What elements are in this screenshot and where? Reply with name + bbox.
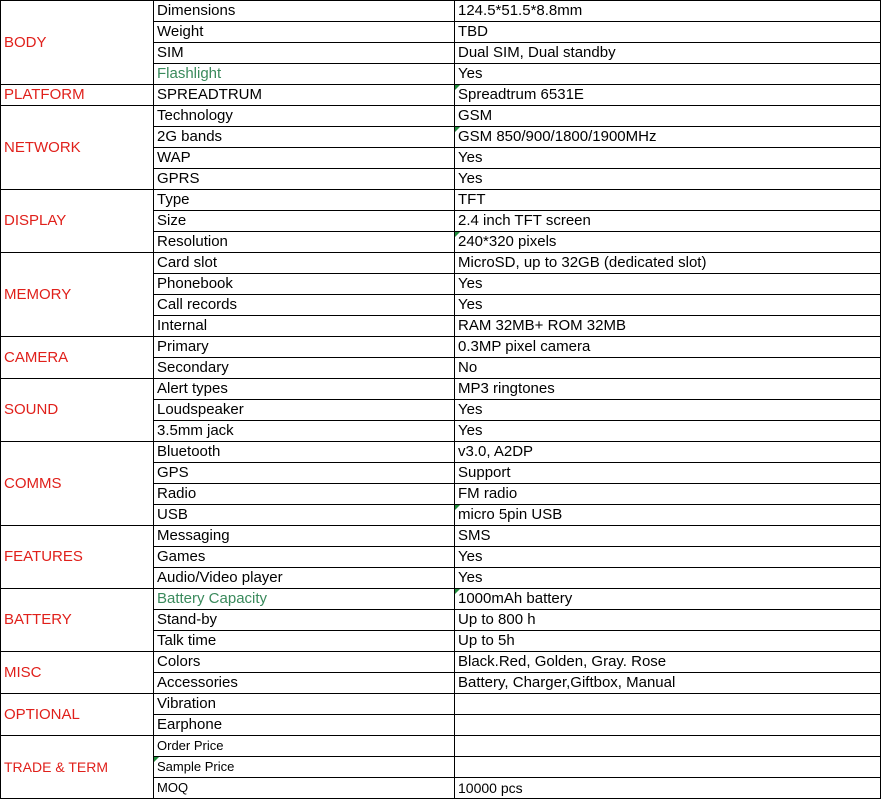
- comment-marker-icon: [455, 232, 460, 237]
- spec-field-label: [154, 442, 455, 463]
- spec-field-label: [154, 568, 455, 589]
- spec-field-label: [154, 610, 455, 631]
- spec-field-label: [154, 484, 455, 505]
- spec-value: [455, 736, 881, 757]
- spec-value: [455, 568, 881, 589]
- spec-field-label: [154, 757, 455, 778]
- spec-value: [455, 757, 881, 778]
- spec-field-text: 3.5mm jack: [157, 422, 234, 439]
- spec-field-label: [154, 274, 455, 295]
- spec-value-text: Yes: [458, 275, 483, 292]
- category-label: COMMS: [1, 442, 154, 526]
- spec-value-text: TBD: [458, 23, 488, 40]
- spec-field-text: Messaging: [157, 527, 230, 544]
- spec-field-text: Alert types: [157, 380, 228, 397]
- spec-value: [455, 211, 881, 232]
- spec-field-text: WAP: [157, 149, 191, 166]
- spec-value: [455, 505, 881, 526]
- comment-marker-icon: [455, 589, 460, 594]
- spec-field-text: Radio: [157, 485, 197, 502]
- spec-field-label: [154, 715, 455, 736]
- spec-field-text: Primary: [157, 338, 209, 355]
- spec-field-label: [154, 778, 455, 799]
- spec-field-label: [154, 43, 455, 64]
- spec-value: [455, 652, 881, 673]
- spec-value-text: Up to 5h: [458, 632, 515, 649]
- spec-value: [455, 295, 881, 316]
- spec-value-text: No: [458, 359, 478, 376]
- spec-value-text: Dual SIM, Dual standby: [458, 44, 616, 61]
- spec-value-text: Yes: [458, 422, 483, 439]
- category-label: SOUND: [1, 379, 154, 442]
- category-label: BATTERY: [1, 589, 154, 652]
- spec-value-text: TFT: [458, 191, 486, 208]
- spec-value: [455, 22, 881, 43]
- spec-field-label: [154, 316, 455, 337]
- spec-value-text: Yes: [458, 65, 483, 82]
- spec-field-text: Call records: [157, 296, 238, 313]
- spec-field-label: [154, 547, 455, 568]
- spec-value: [455, 715, 881, 736]
- spec-field-label: [154, 736, 455, 757]
- category-label: OPTIONAL: [1, 694, 154, 736]
- spec-field-text: Stand-by: [157, 611, 218, 628]
- spec-value-text: MicroSD, up to 32GB (dedicated slot): [458, 254, 707, 271]
- spec-value: [455, 778, 881, 799]
- spec-value-text: Yes: [458, 548, 483, 565]
- spec-value: [455, 631, 881, 652]
- spec-field-text: Battery Capacity: [157, 590, 268, 607]
- spec-field-label: [154, 526, 455, 547]
- spec-field-label: [154, 379, 455, 400]
- spec-field-text: 2G bands: [157, 128, 223, 145]
- spec-value-text: Black.Red, Golden, Gray. Rose: [458, 653, 667, 670]
- spec-value: [455, 379, 881, 400]
- spec-value-text: Yes: [458, 569, 483, 586]
- spec-value-text: MP3 ringtones: [458, 380, 555, 397]
- spec-field-label: [154, 505, 455, 526]
- spec-value: [455, 463, 881, 484]
- spec-value: [455, 127, 881, 148]
- spec-field-text: Earphone: [157, 716, 223, 733]
- spec-field-text: Loudspeaker: [157, 401, 244, 418]
- spec-field-text: GPS: [157, 464, 189, 481]
- spec-field-text: Size: [157, 212, 187, 229]
- spec-field-label: [154, 253, 455, 274]
- spec-field-label: [154, 106, 455, 127]
- spec-row: [1, 694, 881, 715]
- spec-field-label: [154, 421, 455, 442]
- spec-row: [1, 1, 881, 22]
- spec-field-text: SPREADTRUM: [157, 86, 263, 103]
- spec-row: [1, 736, 881, 757]
- spec-value-text: GSM 850/900/1800/1900MHz: [458, 128, 657, 145]
- category-label: BODY: [1, 1, 154, 85]
- spec-field-label: [154, 190, 455, 211]
- category-label: TRADE & TERM: [1, 736, 154, 799]
- spec-field-label: [154, 232, 455, 253]
- spec-value: [455, 484, 881, 505]
- spec-field-label: [154, 1, 455, 22]
- spec-field-text: Secondary: [157, 359, 229, 376]
- spec-row: [1, 526, 881, 547]
- spec-value-text: v3.0, A2DP: [458, 443, 534, 460]
- spec-field-label: [154, 211, 455, 232]
- spec-value-text: RAM 32MB+ ROM 32MB: [458, 317, 626, 334]
- spec-field-text: Audio/Video player: [157, 569, 283, 586]
- spec-value-text: Yes: [458, 401, 483, 418]
- category-label: NETWORK: [1, 106, 154, 190]
- spec-value: [455, 442, 881, 463]
- spec-field-label: [154, 22, 455, 43]
- spec-value: [455, 400, 881, 421]
- spec-field-label: [154, 589, 455, 610]
- spec-value-text: 240*320 pixels: [458, 233, 557, 250]
- category-label: MISC: [1, 652, 154, 694]
- spec-value-text: GSM: [458, 107, 493, 124]
- spec-field-text: Weight: [157, 23, 204, 40]
- spec-field-label: [154, 337, 455, 358]
- spec-field-text: GPRS: [157, 170, 200, 187]
- spec-value: [455, 169, 881, 190]
- spec-table-body: [1, 1, 881, 799]
- spec-row: [1, 253, 881, 274]
- spec-field-label: [154, 169, 455, 190]
- category-label: CAMERA: [1, 337, 154, 379]
- spec-value-text: Yes: [458, 296, 483, 313]
- spec-field-text: USB: [157, 506, 188, 523]
- spec-value: [455, 64, 881, 85]
- spec-value: [455, 694, 881, 715]
- spec-value: [455, 589, 881, 610]
- spec-value-text: 0.3MP pixel camera: [458, 338, 591, 355]
- spec-field-text: Vibration: [157, 695, 216, 712]
- spec-value: [455, 547, 881, 568]
- spec-field-text: Order Price: [157, 738, 224, 753]
- spec-field-label: [154, 358, 455, 379]
- spec-field-label: [154, 463, 455, 484]
- spec-value: [455, 673, 881, 694]
- spec-field-text: Games: [157, 548, 206, 565]
- spec-value: [455, 1, 881, 22]
- comment-marker-icon: [455, 127, 460, 132]
- comment-marker-icon: [455, 85, 460, 90]
- spec-row: [1, 106, 881, 127]
- category-label: FEATURES: [1, 526, 154, 589]
- spec-field-text: Talk time: [157, 632, 217, 649]
- spec-field-text: Sample Price: [157, 759, 235, 774]
- spec-value-text: Yes: [458, 149, 483, 166]
- spec-value: [455, 43, 881, 64]
- category-label: MEMORY: [1, 253, 154, 337]
- comment-marker-icon: [154, 757, 159, 762]
- spec-value: [455, 232, 881, 253]
- spec-value: [455, 316, 881, 337]
- spec-field-label: [154, 295, 455, 316]
- spec-row: [1, 379, 881, 400]
- spec-value: [455, 190, 881, 211]
- spec-value: [455, 148, 881, 169]
- spec-value-text: Battery, Charger,Giftbox, Manual: [458, 674, 676, 691]
- spec-value-text: 1000mAh battery: [458, 590, 573, 607]
- spec-row: [1, 652, 881, 673]
- spec-field-text: Card slot: [157, 254, 218, 271]
- spec-field-label: [154, 64, 455, 85]
- spec-field-text: Resolution: [157, 233, 228, 250]
- comment-marker-icon: [455, 505, 460, 510]
- spec-field-text: Internal: [157, 317, 208, 334]
- spec-field-label: [154, 673, 455, 694]
- spec-value-text: Yes: [458, 170, 483, 187]
- spec-field-text: Dimensions: [157, 2, 236, 19]
- spec-value-text: FM radio: [458, 485, 518, 502]
- spec-field-text: MOQ: [157, 780, 189, 795]
- spec-row: [1, 589, 881, 610]
- spec-value: [455, 358, 881, 379]
- spec-value: [455, 421, 881, 442]
- spec-field-label: [154, 400, 455, 421]
- spec-value: [455, 526, 881, 547]
- spec-value-text: 124.5*51.5*8.8mm: [458, 2, 583, 19]
- spec-row: [1, 190, 881, 211]
- spec-field-text: Type: [157, 191, 190, 208]
- spec-row: [1, 337, 881, 358]
- spec-field-text: Accessories: [157, 674, 238, 691]
- spec-value-text: 10000 pcs: [458, 780, 523, 796]
- spec-field-label: [154, 631, 455, 652]
- spec-field-text: Technology: [157, 107, 233, 124]
- spec-field-text: SIM: [157, 44, 184, 61]
- spec-row: [1, 85, 881, 106]
- spec-field-text: Colors: [157, 653, 201, 670]
- spec-field-label: [154, 85, 455, 106]
- spec-value: [455, 106, 881, 127]
- spec-field-label: [154, 148, 455, 169]
- spec-field-label: [154, 652, 455, 673]
- spec-value-text: Support: [458, 464, 511, 481]
- spec-field-text: Phonebook: [157, 275, 233, 292]
- spec-row: [1, 442, 881, 463]
- spec-value: [455, 85, 881, 106]
- spec-field-label: [154, 694, 455, 715]
- spec-value-text: Up to 800 h: [458, 611, 536, 628]
- spec-value: [455, 337, 881, 358]
- spec-field-text: Flashlight: [157, 65, 222, 82]
- spec-field-text: Bluetooth: [157, 443, 221, 460]
- spec-value-text: micro 5pin USB: [458, 506, 563, 523]
- spec-value-text: SMS: [458, 527, 491, 544]
- category-label: DISPLAY: [1, 190, 154, 253]
- spec-value-text: Spreadtrum 6531E: [458, 86, 584, 103]
- spec-value: [455, 610, 881, 631]
- category-label: PLATFORM: [1, 85, 154, 106]
- spec-value: [455, 274, 881, 295]
- spec-value: [455, 253, 881, 274]
- spec-value-text: 2.4 inch TFT screen: [458, 212, 591, 229]
- spec-field-label: [154, 127, 455, 148]
